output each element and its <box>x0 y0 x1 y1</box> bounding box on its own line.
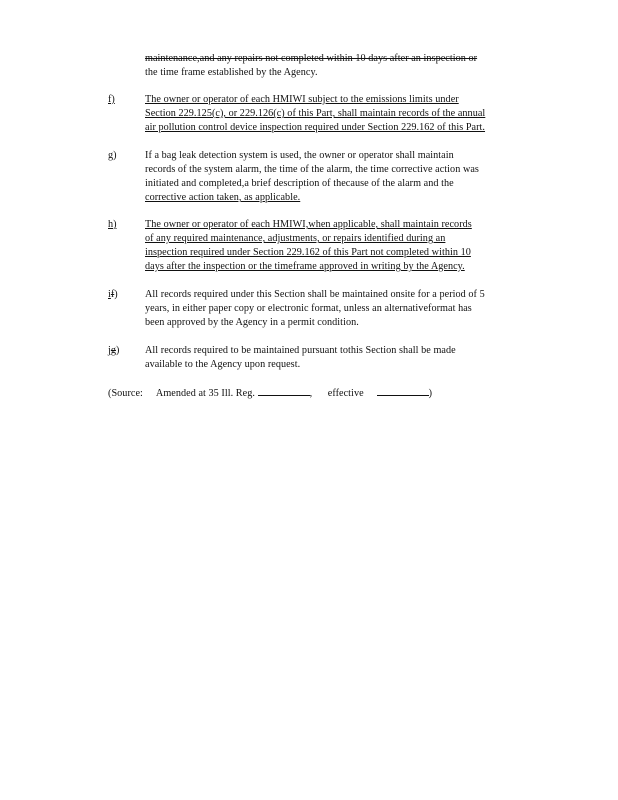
source-amended: Amended at 35 Ill. Reg. <box>155 388 255 399</box>
item-f-line-3: air pollution control device inspection required under Section 229.162 of this Part. <box>145 122 486 133</box>
item-j-old-letter: g <box>110 345 116 356</box>
register-blank <box>258 386 310 396</box>
item-g-line-3: initiated and completed,a brief description of thecause of the alarm and the <box>145 178 454 189</box>
item-g-line-4: corrective action taken, as applicable. <box>145 192 301 203</box>
item-i-line-3: been approved by the Agency in a permit condition. <box>145 317 359 328</box>
item-g-line-1: If a bag leak detection system is used, the owner or operator shall maintain <box>145 150 454 161</box>
item-i-line-1: All records required under this Section shall be maintained onsite for a period of 5 <box>145 289 485 300</box>
item-g-line-2: records of the system alarm, the time of the alarm, the time corrective action was <box>145 164 479 175</box>
continuation-line-1: maintenance,and any repairs not completed within 10 days after an inspection or <box>145 53 478 64</box>
source-comma: , <box>309 388 313 399</box>
item-j-line-1: All records required to be maintained pursuant tothis Section shall be made <box>145 345 456 356</box>
item-i-line-2: years, in either paper copy or electronic format, unless an alternativeformat has <box>145 303 472 314</box>
item-h-line-3: inspection required under Section 229.162 of this Part not completed within 10 <box>145 247 471 258</box>
source-effective: effective <box>327 388 364 399</box>
item-j-line-2: available to the Agency upon request. <box>145 359 301 370</box>
item-j-label: jg) <box>108 345 120 356</box>
item-h-label: h) <box>108 219 117 230</box>
source-note <box>108 386 432 400</box>
item-h-line-2: of any required maintenance, adjustments, or repairs identified during an <box>145 233 446 244</box>
item-h-line-4: days after the inspection or the timeframe approved in writing by the Agency. <box>145 261 465 272</box>
item-f-line-1: The owner or operator of each HMIWI subject to the emissions limits under <box>145 94 459 105</box>
source-prefix: (Source: <box>108 388 143 399</box>
continuation-line-2: the time frame established by the Agency. <box>145 67 318 78</box>
source-close: ) <box>428 388 433 399</box>
item-f-label: f) <box>108 94 115 105</box>
item-g-label: g) <box>108 150 117 161</box>
item-i-old-letter: f <box>110 289 115 300</box>
item-i-label: if) <box>108 289 118 300</box>
effective-date-blank <box>377 386 429 396</box>
item-f-line-2: Section 229.125(c), or 229.126(c) of this Part, shall maintain records of the annual <box>145 108 486 119</box>
item-h-line-1: The owner or operator of each HMIWI,when applicable, shall maintain records <box>145 219 472 230</box>
